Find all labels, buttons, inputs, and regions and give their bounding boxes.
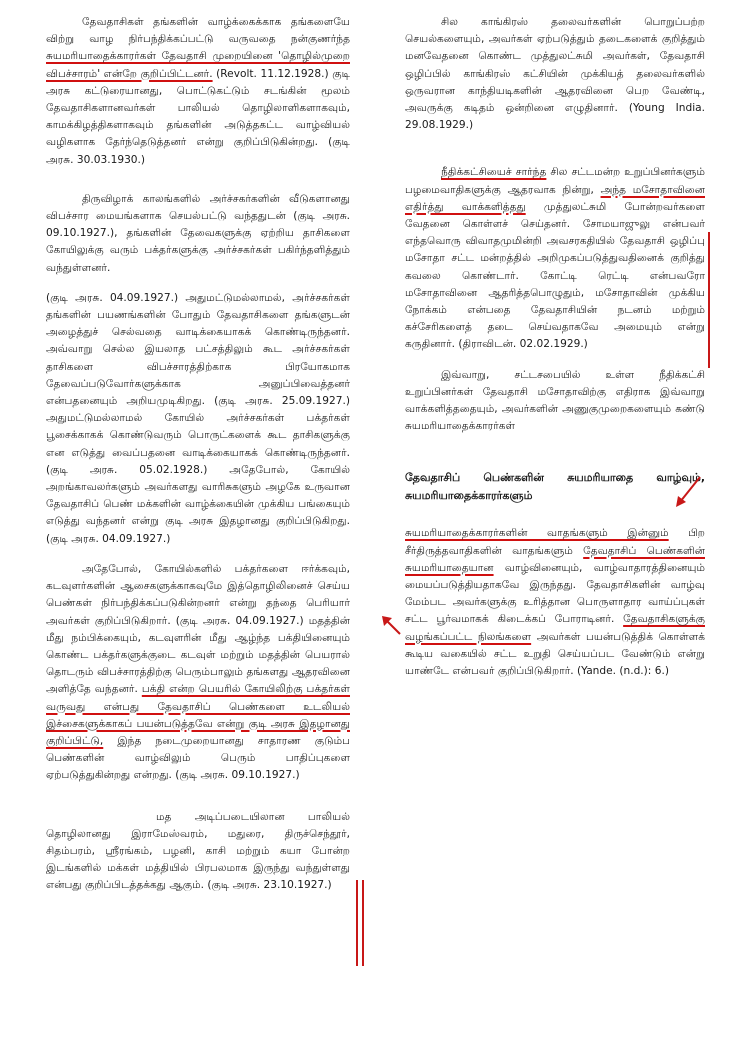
underlined-text: சுயமரியாதைக்காரர்கள் தேவதாசி முறையினை 'தொழில்முறை விபச்சாரம்' என்றே குறிப்பிட்டனர். (46, 50, 350, 80)
left-paragraph-5: மத அடிப்படையிலான பாலியல் தொழிலானது இராமேஸ்வரம், மதுரை, திருச்செந்தூர், சிதம்பரம், ஸ்ரீரங்கம், பழனி, காசி மற்றும் கயா போன்ற இடங்களில் மக்கள் மத்தியில் பிரபலமாக இருந்து வந்துள்ளது என்பது குறிப்பிடத்தக்கது ஆகும். (குடி அரசு. 23.10.1927.) (46, 810, 350, 892)
underlined-text: நீதிக்கட்சியைச் சார்ந்த (441, 166, 547, 179)
annotation-arrow-icon (380, 614, 402, 636)
left-paragraph-3: (குடி அரசு. 04.09.1927.) அதுமட்டுமல்லாமல், அர்ச்சகர்கள் தங்களின் பயணங்களின் போதும் தேவதாசிகளை தங்களுடன் அழைத்துச் செல்வதை வாடிக்கையாகக் கொண்டிருந்தனர். அவ்வாறு செல்ல இயலாத பட்சத்திலும் கூட அர்ச்சகர்கள் தாசிகளை விபச்சாரத்திற்காக பிரயோகமாக தேவைப்படுவோர்களுக்காக அனுப்பிவைத்தனர் என்பதனையும் அறியமுடிகிறது. (குடி அரசு. 25.09.1927.) அதுமட்டுமல்லாமல் கோயில் அர்ச்சகர்கள் பக்தர்கள் பூசைக்காகக் கொண்டுவரும் பொருட்களைக் கூட தாசிகளுக்கு என எடுத்து வைப்பதனை வாடிக்கையாகக் கொண்டிருந்தனர். (குடி அரசு. 05.02.1928.) அதேபோல், கோயில் அறங்காவலர்களும் அவர்களது வாரிசுகளும் அழகே உருவான தேவதாசிப் பெண் மக்களின் வாழ்க்கையின் முக்கிய பங்கையும் எடுத்து வந்தனர் என்று குடி அரசு இதழானது குறிப்பிடுகிறது. (குடி அரசு. 04.09.1927.) (46, 291, 350, 545)
underlined-text: தேவதாசிப் பெண்களின் சுயமரியாதையான (405, 544, 705, 574)
annotation-arrow-icon (672, 474, 704, 510)
annotation-margin-line-left-2 (362, 880, 364, 966)
underlined-text: சுயமரியாதைக்காரர்களின் வாதங்களும் இன்னும் (405, 527, 669, 540)
right-paragraph-1: சில காங்கிரஸ் தலைவர்களின் பொறுப்பற்ற செயல்களையும், அவர்கள் ஏற்படுத்தும் தடைகளைக் குறித்தும் மனவேதனை கொண்ட முத்துலட்சுமி அவர்கள், தேவதாசி ஒழிப்பில் காங்கிரஸ் கட்சியின் முக்கியத் தலைவர்களில் ஒருவரான காந்தியடிகளின் ஆதரவினை பெற வேண்டி, அவருக்கு கடிதம் ஒன்றினை எழுதினார். (Young India. 29.08.1929.) (405, 16, 705, 132)
underlined-text: பக்தி என்ற பெயரில் கோயிலிற்கு பக்தர்கள் வருவது என்பது தேவதாசிப் பெண்களை உடலியல் இச்சைகளுக்காகப் பயன்படுத்தவே என்று குடி அரசு இதழானது குறிப்பிட்டு, (46, 683, 350, 747)
left-paragraph-1: தேவதாசிகள் தங்களின் வாழ்க்கைக்காக தங்களையே விற்று வாழ நிர்பந்திக்கப்பட்டு வருவதை நன்குணர்ந்த சுயமரியாதைக்காரர்கள் தேவதாசி முறையினை 'தொழில்முறை விபச்சாரம்' என்றே குறிப்பிட்டனர். (Revolt. 11.12.1928.) குடி அரசு கட்டுரையானது, பொட்டுகட்டும் சடங்கின் மூலம் தேவதாசிகளானவர்கள் பாலியல் தொழிலாளிகளாகவும், காமக்கிழத்திகளாகவும் தங்களின் அடுத்தகட்ட வாழ்வியல் வழிகளாக தேர்ந்தெடுத்தனர் என்று குறிப்பிடுகின்றது. (குடி அரசு. 30.03.1930.) (46, 16, 351, 166)
left-paragraph-2: திருவிழாக் காலங்களில் அர்ச்சகர்களின் வீடுகளானது விபச்சார மையங்களாக செயல்பட்டு வந்ததுடன் (குடி அரசு. 09.10.1927.), தங்களின் தேவைகளுக்கு ஏற்றிய தாசிகளை கோயிலுக்கு வரும் பக்தர்களுக்கு அர்ச்சகர்கள் பகிர்ந்தளித்தும் வந்துள்ளனர். (46, 192, 350, 274)
annotation-margin-line-left-1 (356, 880, 358, 966)
section-heading: தேவதாசிப் பெண்களின் சுயமரியாதை வாழ்வும், சுயமரியாதைக்காரர்களும் (405, 471, 705, 503)
right-column (405, 14, 705, 693)
right-paragraph-4: சுயமரியாதைக்காரர்களின் வாதங்களும் இன்னும் பிற சீர்திருத்தவாதிகளின் வாதங்களும் தேவதாசிப் பெண்களின் சுயமரியாதையான வாழ்வினையும், வாழ்வாதாரத்தினையும் மையப்படுத்தியதாகவே இருந்தது. தேவதாசிகளின் வாழ்வு மேம்பட அவர்களுக்கு உரித்தான பொருளாதார வாய்ப்புகள் சட்ட பூர்வமாகக் கிடைக்கப் போராடினர். தேவதாசிகளுக்கு வழங்கப்பட்ட நிலங்களை அவர்கள் பயன்படுத்திக் கொள்ளக் கூடிய வகையில் சட்ட உறுதி செய்யப்பட வேண்டும் என்று யாண்டே என்பவர் குறிப்பிடுகிறார். (Yande. (n.d.): 6.) (405, 527, 705, 678)
right-paragraph-3: இவ்வாறு, சட்டசபையில் உள்ள நீதிக்கட்சி உறுப்பினர்கள் தேவதாசி மசோதாவிற்கு எதிராக இவ்வாறு வாக்களித்ததையும், அவர்களின் அணுகுமுறைகளையும் கண்டு சுயமரியாதைக்காரர்கள் (405, 368, 705, 433)
left-paragraph-4: அதேபோல், கோயில்களில் பக்தர்களை ஈர்க்கவும், கடவுளர்களின் ஆசைகளுக்காகவுமே இத்தொழிலினைச் செய்ய பெண்கள் நிர்பந்திக்கப்படுகின்றனர் என்று தந்தை பெரியார் அவர்கள் குறிப்பிடுகிறார். (குடி அரசு. 04.09.1927.) மதத்தின் மீது நம்பிக்கையும், கடவுளரின் மீது ஆழ்ந்த பக்தியினையும் கொண்ட பக்தர்களுக்குடை கடவுள் மற்றும் மதத்தின் பெயரால் தொடரும் விபச்சாரத்திற்கு பெரும்பாலும் தங்களது ஆதரவினை அளித்தே வந்தனர். பக்தி என்ற பெயரில் கோயிலிற்கு பக்தர்கள் வருவது என்பது தேவதாசிப் பெண்களை உடலியல் இச்சைகளுக்காகப் பயன்படுத்தவே என்று குடி அரசு இதழானது குறிப்பிட்டு, இந்த நடைமுறையானது சாதாரண குடும்ப பெண்களின் வாழ்விலும் பெரும் பாதிப்புகளை ஏற்படுத்துகின்றது என்றது. (குடி அரசு. 09.10.1927.) (46, 562, 350, 782)
underlined-text: தேவதாசிகளுக்கு வழங்கப்பட்ட நிலங்களை (405, 613, 705, 643)
underlined-text: அந்த மசோதாவினை எதிர்த்து வாக்களித்தது (405, 183, 705, 213)
right-paragraph-2: நீதிக்கட்சியைச் சார்ந்த சில சட்டமன்ற உறுப்பினர்களும் பழமைவாதிகளுக்கு ஆதரவாக நின்று, அந்த மசோதாவினை எதிர்த்து வாக்களித்தது முத்துலட்சுமி போன்றவர்களை வேதனை கொள்ளச் செய்தனர். சோமயாஜுலு என்பவர் எந்தவொரு விவாதமுமின்றி அவசரகதியில் தேவதாசி ஒழிப்பு மசோதா சட்ட மன்றத்தில் அறிமுகப்படுத்துவதினைக் குறித்து கவலை கொண்டார். கோட்டி ரெட்டி என்பவரோ மசோதாவினை ஆதரித்தபொழுதும், மசோதாவின் முக்கிய நோக்கம் என்பதை தேவதாசியின் நடனம் மற்றும் கச்சேரிகளைத் தடை செய்வதாகவே அமையும் என்று கருதினார். (திராவிடன். 02.02.1929.) (405, 166, 705, 351)
left-column (46, 14, 350, 908)
annotation-margin-line-right (708, 232, 710, 368)
